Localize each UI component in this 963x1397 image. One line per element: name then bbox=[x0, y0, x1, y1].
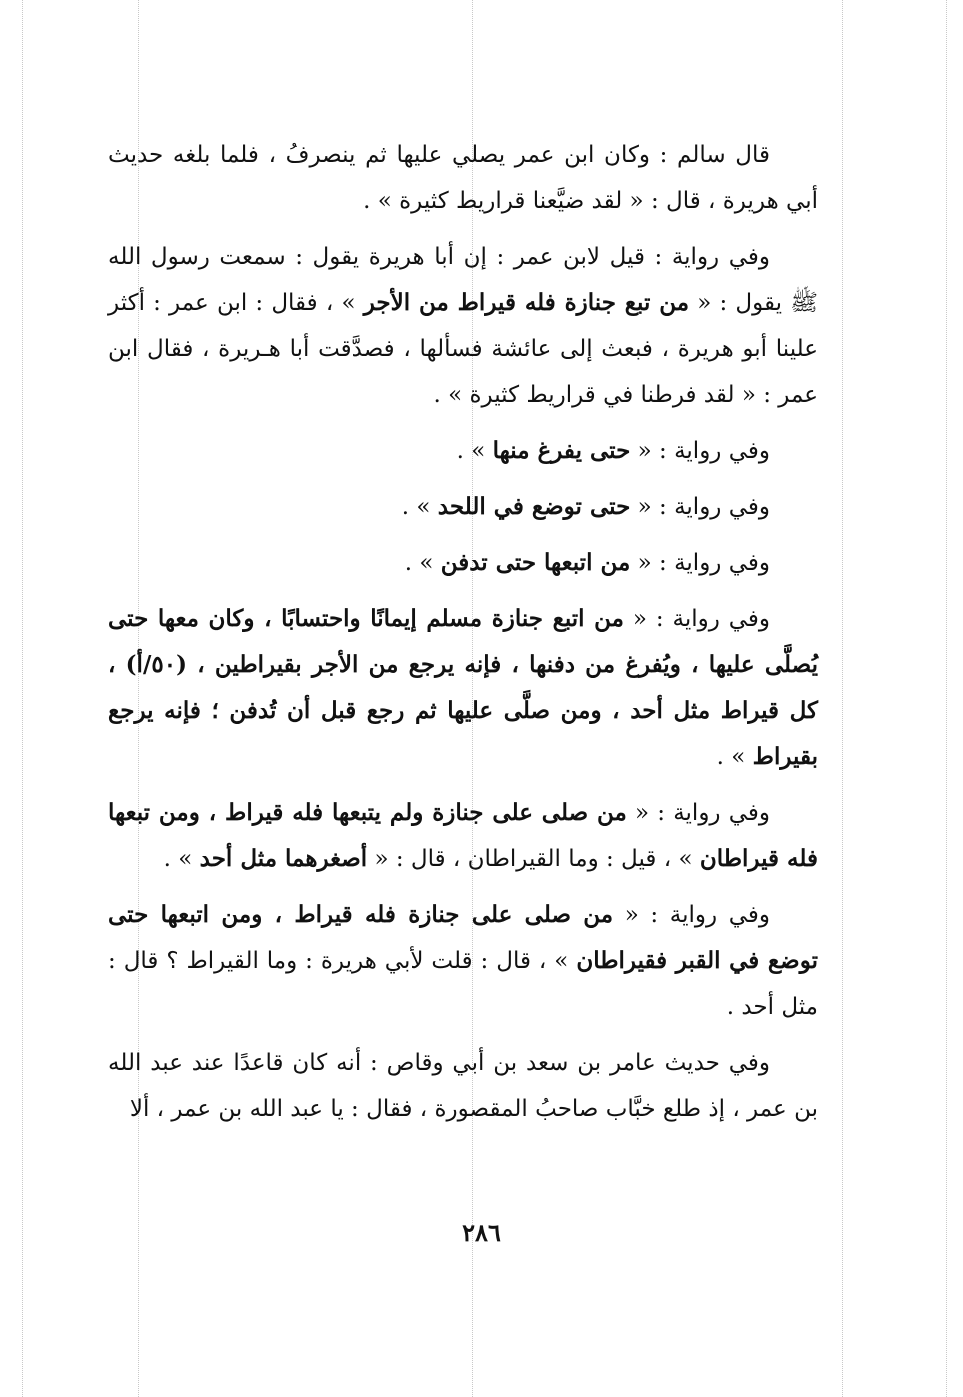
hadith-text: من تبع جنازة فله قيراط من الأجر bbox=[363, 289, 690, 316]
paragraph bbox=[108, 428, 818, 474]
paragraph bbox=[108, 234, 818, 418]
narration-text: وفي رواية : « bbox=[630, 494, 770, 520]
narration-text: » ، فقال : ابن عمر : أكثر علينا أبو هريرة ، فبعث إلى عائشة فسألها ، فصدَّقت أبا هـريرة ، فقال ابن عمر : « لقد فرطنا في قراريط كثيرة » . bbox=[108, 290, 818, 408]
narration-text: وفي رواية : « bbox=[630, 550, 770, 576]
body-text bbox=[108, 132, 818, 1142]
paragraph bbox=[108, 790, 818, 882]
narration-text: » . bbox=[401, 494, 438, 520]
paragraph bbox=[108, 132, 818, 224]
dotted-guide-left bbox=[22, 0, 23, 1397]
narration-text: » . bbox=[404, 550, 441, 576]
narration-text: » . bbox=[716, 744, 753, 770]
narration-text: وفي رواية : « bbox=[624, 606, 770, 632]
narration-text: وفي رواية : قيل لابن عمر : إن أبا هريرة يقول : سمعت رسول الله ﷺ يقول : « bbox=[108, 244, 819, 316]
dotted-guide-right bbox=[946, 0, 947, 1397]
paragraph bbox=[108, 1040, 818, 1132]
paragraph bbox=[108, 484, 818, 530]
narration-text: وفي حديث عامر بن سعد بن أبي وقاص : أنه كان قاعدًا عند عبد الله بن عمر ، إذ طلع خبَّاب صاحبُ المقصورة ، فقال : يا عبد الله بن عمر ، ألا bbox=[108, 1050, 818, 1122]
page-number: ٢٨٦ bbox=[462, 1218, 501, 1247]
narration-text: » ، قال : قلت لأبي هريرة : وما القيراط ؟ قال : مثل أحد . bbox=[108, 948, 818, 1020]
hadith-text: من اتبعها حتى تدفن bbox=[440, 549, 631, 576]
hadith-text: من صلى على جنازة فله قيراط ، ومن اتبعها حتى توضع في القبر فقيراطان bbox=[108, 901, 818, 974]
narration-text: » . bbox=[163, 846, 200, 872]
hadith-text: أصغرهما مثل أحد bbox=[199, 845, 368, 872]
paragraph bbox=[108, 596, 818, 780]
paragraph bbox=[108, 540, 818, 586]
narration-text: وفي رواية : « bbox=[613, 902, 770, 928]
narration-text: وفي رواية : « bbox=[630, 438, 770, 464]
narration-text: » ، قيل : وما القيراطان ، قال : « bbox=[367, 846, 700, 872]
narration-text: » . bbox=[456, 438, 493, 464]
narration-text: وفي رواية : « bbox=[626, 800, 770, 826]
hadith-text: من اتبع جنازة مسلم إيمانًا واحتسابًا ، وكان معها حتى يُصلَّى عليها ، ويُفرغ من دفنها ، فإنه يرجع من الأجر بقيراطين ، (٥٠/أ) ، كل قيراط مثل أحد ، ومن صلَّى عليها ثم رجع قبل أن تُدفن ؛ فإنه يرجع بقيراط bbox=[108, 605, 819, 770]
dotted-guide-right-inner bbox=[842, 0, 843, 1397]
narration-text: قال سالم : وكان ابن عمر يصلي عليها ثم ينصرفُ ، فلما بلغه حديث أبي هريرة ، قال : « لقد ضيَّعنا قراريط كثيرة » . bbox=[108, 142, 818, 214]
hadith-text: حتى يفرغ منها bbox=[492, 437, 631, 464]
hadith-text: من صلى على جنازة ولم يتبعها فله قيراط ، ومن تبعها فله قيراطان bbox=[108, 799, 818, 872]
hadith-text: حتى توضع في اللحد bbox=[437, 493, 631, 520]
paragraph bbox=[108, 892, 818, 1030]
